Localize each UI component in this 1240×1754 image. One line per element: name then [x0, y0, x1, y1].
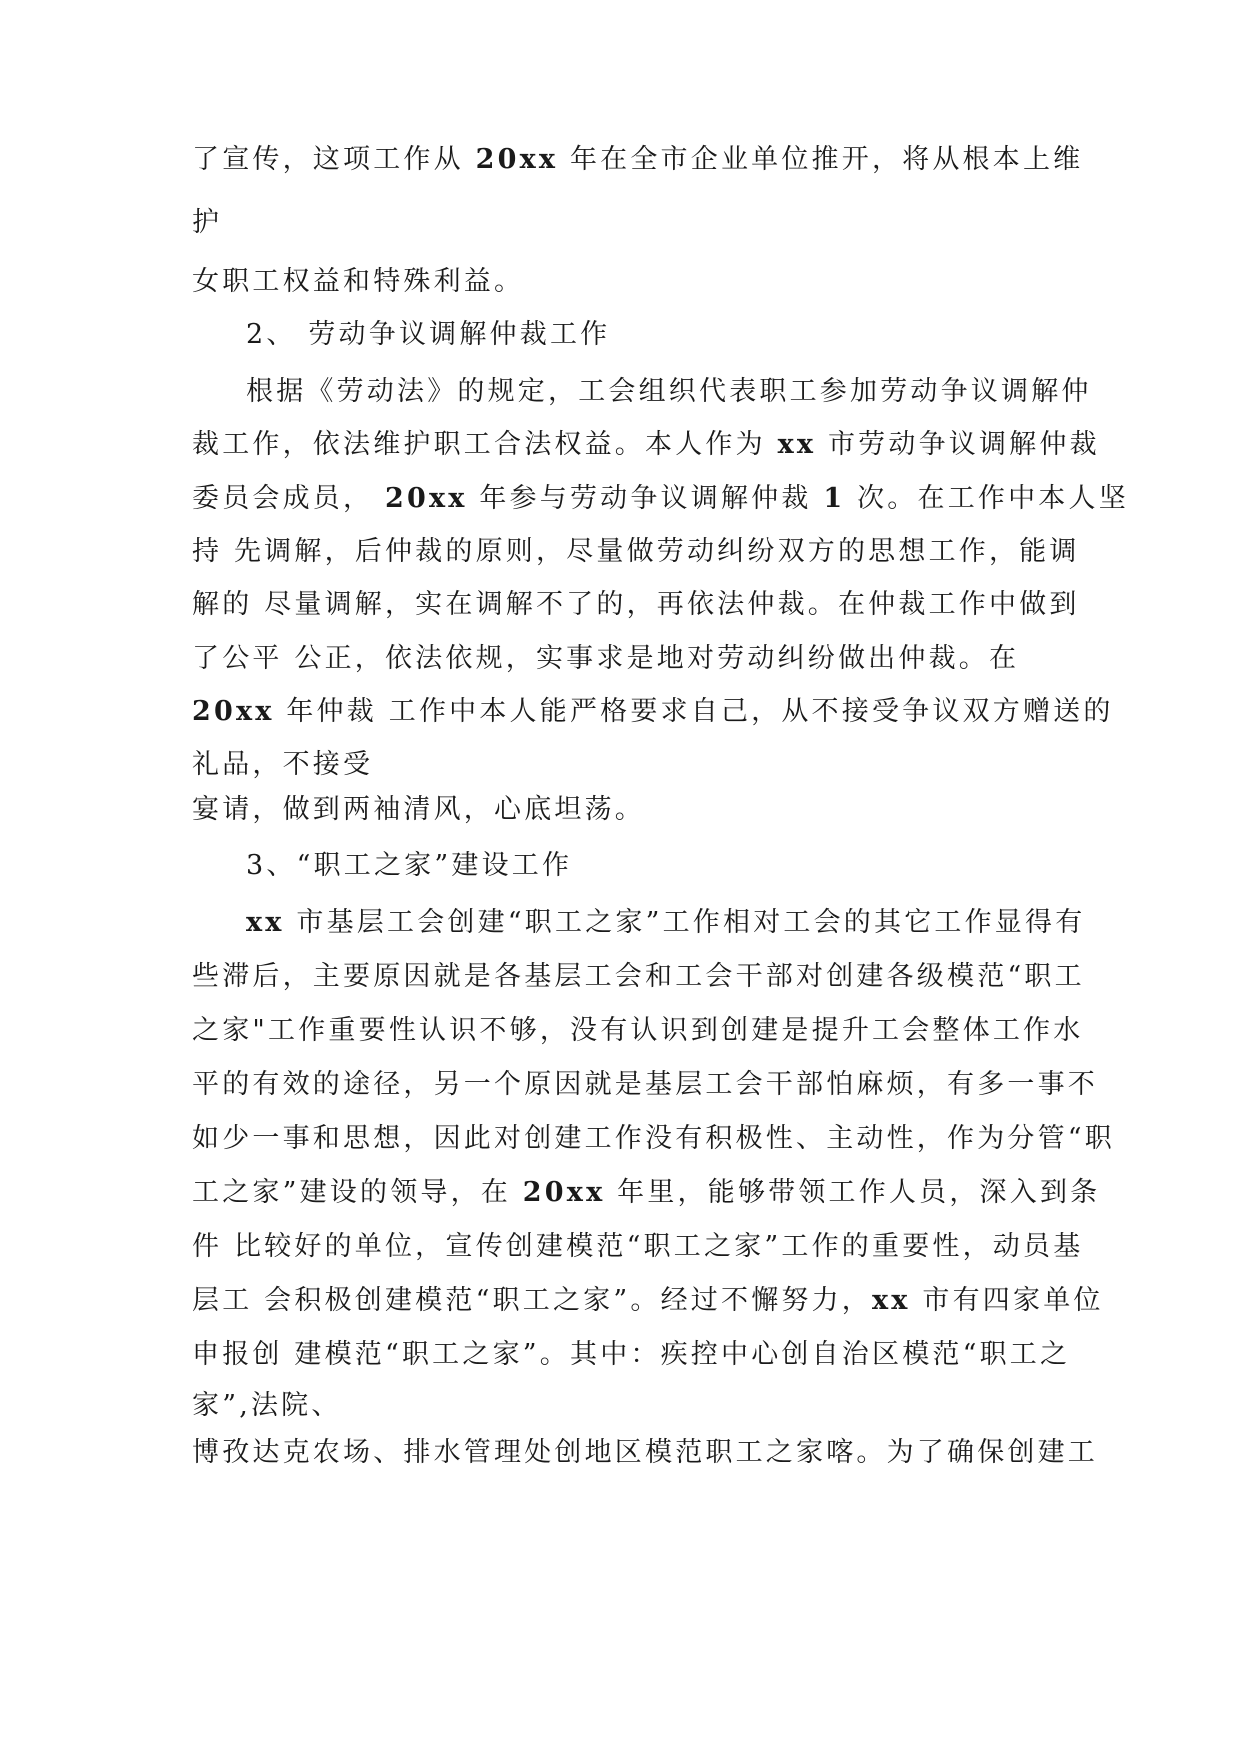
section-heading-2: 2、 劳动争议调解仲裁工作 [246, 319, 611, 350]
text-line-3: 女职工权益和特殊利益。 [192, 266, 525, 297]
text-line-5: 根据《劳动法》的规定，工会组织代表职工参加劳动争议调解仲 [246, 376, 1092, 407]
text-line-20: 工之家”建设的领导，在 20xx 年里，能够带领工作人员，深入到条 [192, 1177, 1101, 1208]
text-line-22: 层工 会积极创建模范“职工之家”。经过不懈努力，xx 市有四家单位 [192, 1285, 1104, 1316]
text-line-19: 如少一事和思想，因此对创建工作没有积极性、主动性，作为分管“职 [192, 1123, 1116, 1154]
text-line-15: xx 市基层工会创建“职工之家”工作相对工会的其它工作显得有 [246, 907, 1086, 938]
text-line-10: 了公平 公正，依法依规，实事求是地对劳动纠纷做出仲裁。在 [192, 643, 1020, 674]
text-line-11: 20xx 年仲裁 工作中本人能严格要求自己，从不接受争议双方赠送的 [192, 696, 1114, 727]
text-line-7: 委员会成员， 20xx 年参与劳动争议调解仲裁 1 次。在工作中本人坚 [192, 483, 1129, 514]
text-line-21: 件 比较好的单位，宣传创建模范“职工之家”工作的重要性，动员基 [192, 1231, 1084, 1262]
text-line-2: 护 [192, 207, 223, 238]
text-line-18: 平的有效的途径，另一个原因就是基层工会干部怕麻烦，有多一事不 [192, 1069, 1098, 1100]
text-line-13: 宴请，做到两袖清风，心底坦荡。 [192, 794, 645, 825]
text-line-25: 博孜达克农场、排水管理处创地区模范职工之家喀。为了确保创建工 [192, 1437, 1098, 1468]
text-line-1: 了宣传，这项工作从 20xx 年在全市企业单位推开，将从根本上维 [192, 144, 1084, 175]
text-line-12: 礼品，不接受 [192, 749, 374, 780]
text-line-17: 之家"工作重要性认识不够，没有认识到创建是提升工会整体工作水 [192, 1015, 1084, 1046]
text-line-8: 持 先调解，后仲裁的原则，尽量做劳动纠纷双方的思想工作，能调 [192, 536, 1080, 567]
text-line-24: 家”,法院、 [192, 1390, 342, 1421]
text-line-9: 解的 尽量调解，实在调解不了的，再依法仲裁。在仲裁工作中做到 [192, 589, 1080, 620]
text-line-23: 申报创 建模范“职工之家”。其中：疾控中心创自治区模范“职工之 [192, 1339, 1071, 1370]
section-heading-3: 3、“职工之家”建设工作 [246, 850, 573, 881]
text-line-6: 裁工作，依法维护职工合法权益。本人作为 xx 市劳动争议调解仲裁 [192, 429, 1100, 460]
text-line-16: 些滞后，主要原因就是各基层工会和工会干部对创建各级模范“职工 [192, 961, 1085, 992]
